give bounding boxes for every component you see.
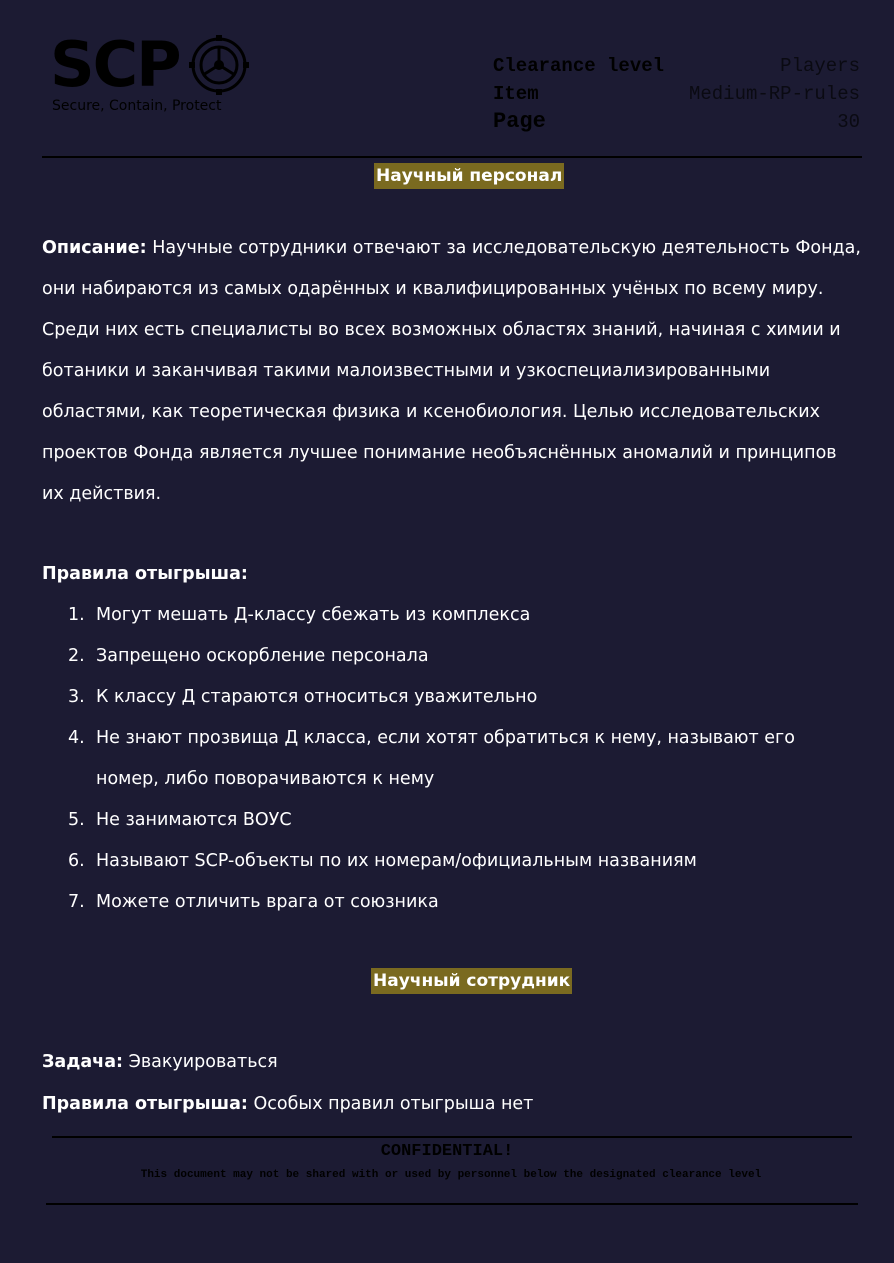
footer-divider-bottom	[46, 1203, 858, 1205]
list-number: 6.	[68, 851, 85, 871]
page-number: 30	[837, 111, 860, 133]
logo-text: SCP	[50, 28, 180, 101]
list-text-line: Не знают прозвища Д класса, если хотят обратиться к нему, называют его	[96, 728, 795, 748]
description-line	[42, 228, 872, 269]
item-label: Item	[493, 83, 539, 105]
list-item	[68, 595, 848, 636]
list-item	[68, 882, 848, 923]
rules-label: Правила отыгрыша:	[42, 564, 248, 584]
description-line: Среди них есть специалисты во всех возможных областях знаний, начиная с химии и	[42, 320, 841, 340]
description-paragraph	[42, 228, 872, 515]
description-line: их действия.	[42, 484, 162, 504]
description-line: они набираются из самых одарённых и квалифицированных учёных по всему миру.	[42, 279, 824, 299]
description-line: проектов Фонда является лучшее понимание необъяснённых аномалий и принципов	[42, 443, 837, 463]
page-label: Page	[493, 109, 546, 134]
task-line	[42, 1052, 278, 1072]
rules-list	[68, 595, 848, 923]
list-item	[68, 800, 848, 841]
list-number: 3.	[68, 687, 85, 707]
description-text: Научные сотрудники отвечают за исследовательскую деятельность Фонда,	[152, 238, 861, 258]
description-line: областями, как теоретическая физика и ксенобиология. Целью исследовательских	[42, 402, 820, 422]
clearance-row	[493, 52, 860, 80]
rules-label-2: Правила отыгрыша:	[42, 1094, 248, 1114]
list-item	[68, 636, 848, 677]
list-text-line: номер, либо поворачиваются к нему	[96, 769, 435, 789]
item-value: Medium-RP-rules	[688, 83, 860, 105]
description-line: ботаники и заканчивая такими малоизвестными и узкоспециализированными	[42, 361, 771, 381]
scp-emblem-icon	[186, 32, 252, 98]
list-text: К классу Д стараются относиться уважительно	[96, 687, 538, 707]
list-item	[68, 677, 848, 718]
list-text: Не занимаются ВОУС	[96, 810, 292, 830]
list-item	[68, 718, 848, 800]
list-number: 7.	[68, 892, 85, 912]
list-item	[68, 841, 848, 882]
description-label: Описание:	[42, 238, 147, 258]
list-text: Могут мешать Д-классу сбежать из комплекса	[96, 605, 531, 625]
list-number: 4.	[68, 728, 85, 748]
task-label: Задача:	[42, 1052, 124, 1072]
rules-value: Особых правил отыгрыша нет	[253, 1094, 534, 1114]
header-divider	[42, 156, 862, 158]
confidential-title: CONFIDENTIAL!	[380, 1142, 514, 1161]
page-row	[493, 108, 860, 136]
list-number: 5.	[68, 810, 85, 830]
list-text: Называют SCP-объекты по их номерам/официальным названиям	[96, 851, 697, 871]
clearance-value: Players	[780, 55, 860, 77]
task-value: Эвакуироваться	[128, 1052, 278, 1072]
footer-divider-top	[52, 1136, 852, 1138]
document-meta	[493, 52, 860, 136]
section-heading-scientific-personnel: Научный персонал	[374, 163, 564, 189]
rules-line	[42, 1094, 533, 1114]
item-row	[493, 80, 860, 108]
list-text	[96, 718, 795, 800]
list-text: Запрещено оскорбление персонала	[96, 646, 429, 666]
clearance-label: Clearance level	[493, 55, 665, 77]
section-heading-scientific-employee: Научный сотрудник	[371, 968, 572, 994]
list-text: Можете отличить врага от союзника	[96, 892, 439, 912]
list-number: 1.	[68, 605, 85, 625]
confidential-note: This document may not be shared with or used by personnel below the designated clearance level	[140, 1169, 762, 1181]
list-number: 2.	[68, 646, 85, 666]
logo-motto: Secure, Contain, Protect	[52, 98, 222, 114]
scp-logo	[50, 30, 260, 120]
